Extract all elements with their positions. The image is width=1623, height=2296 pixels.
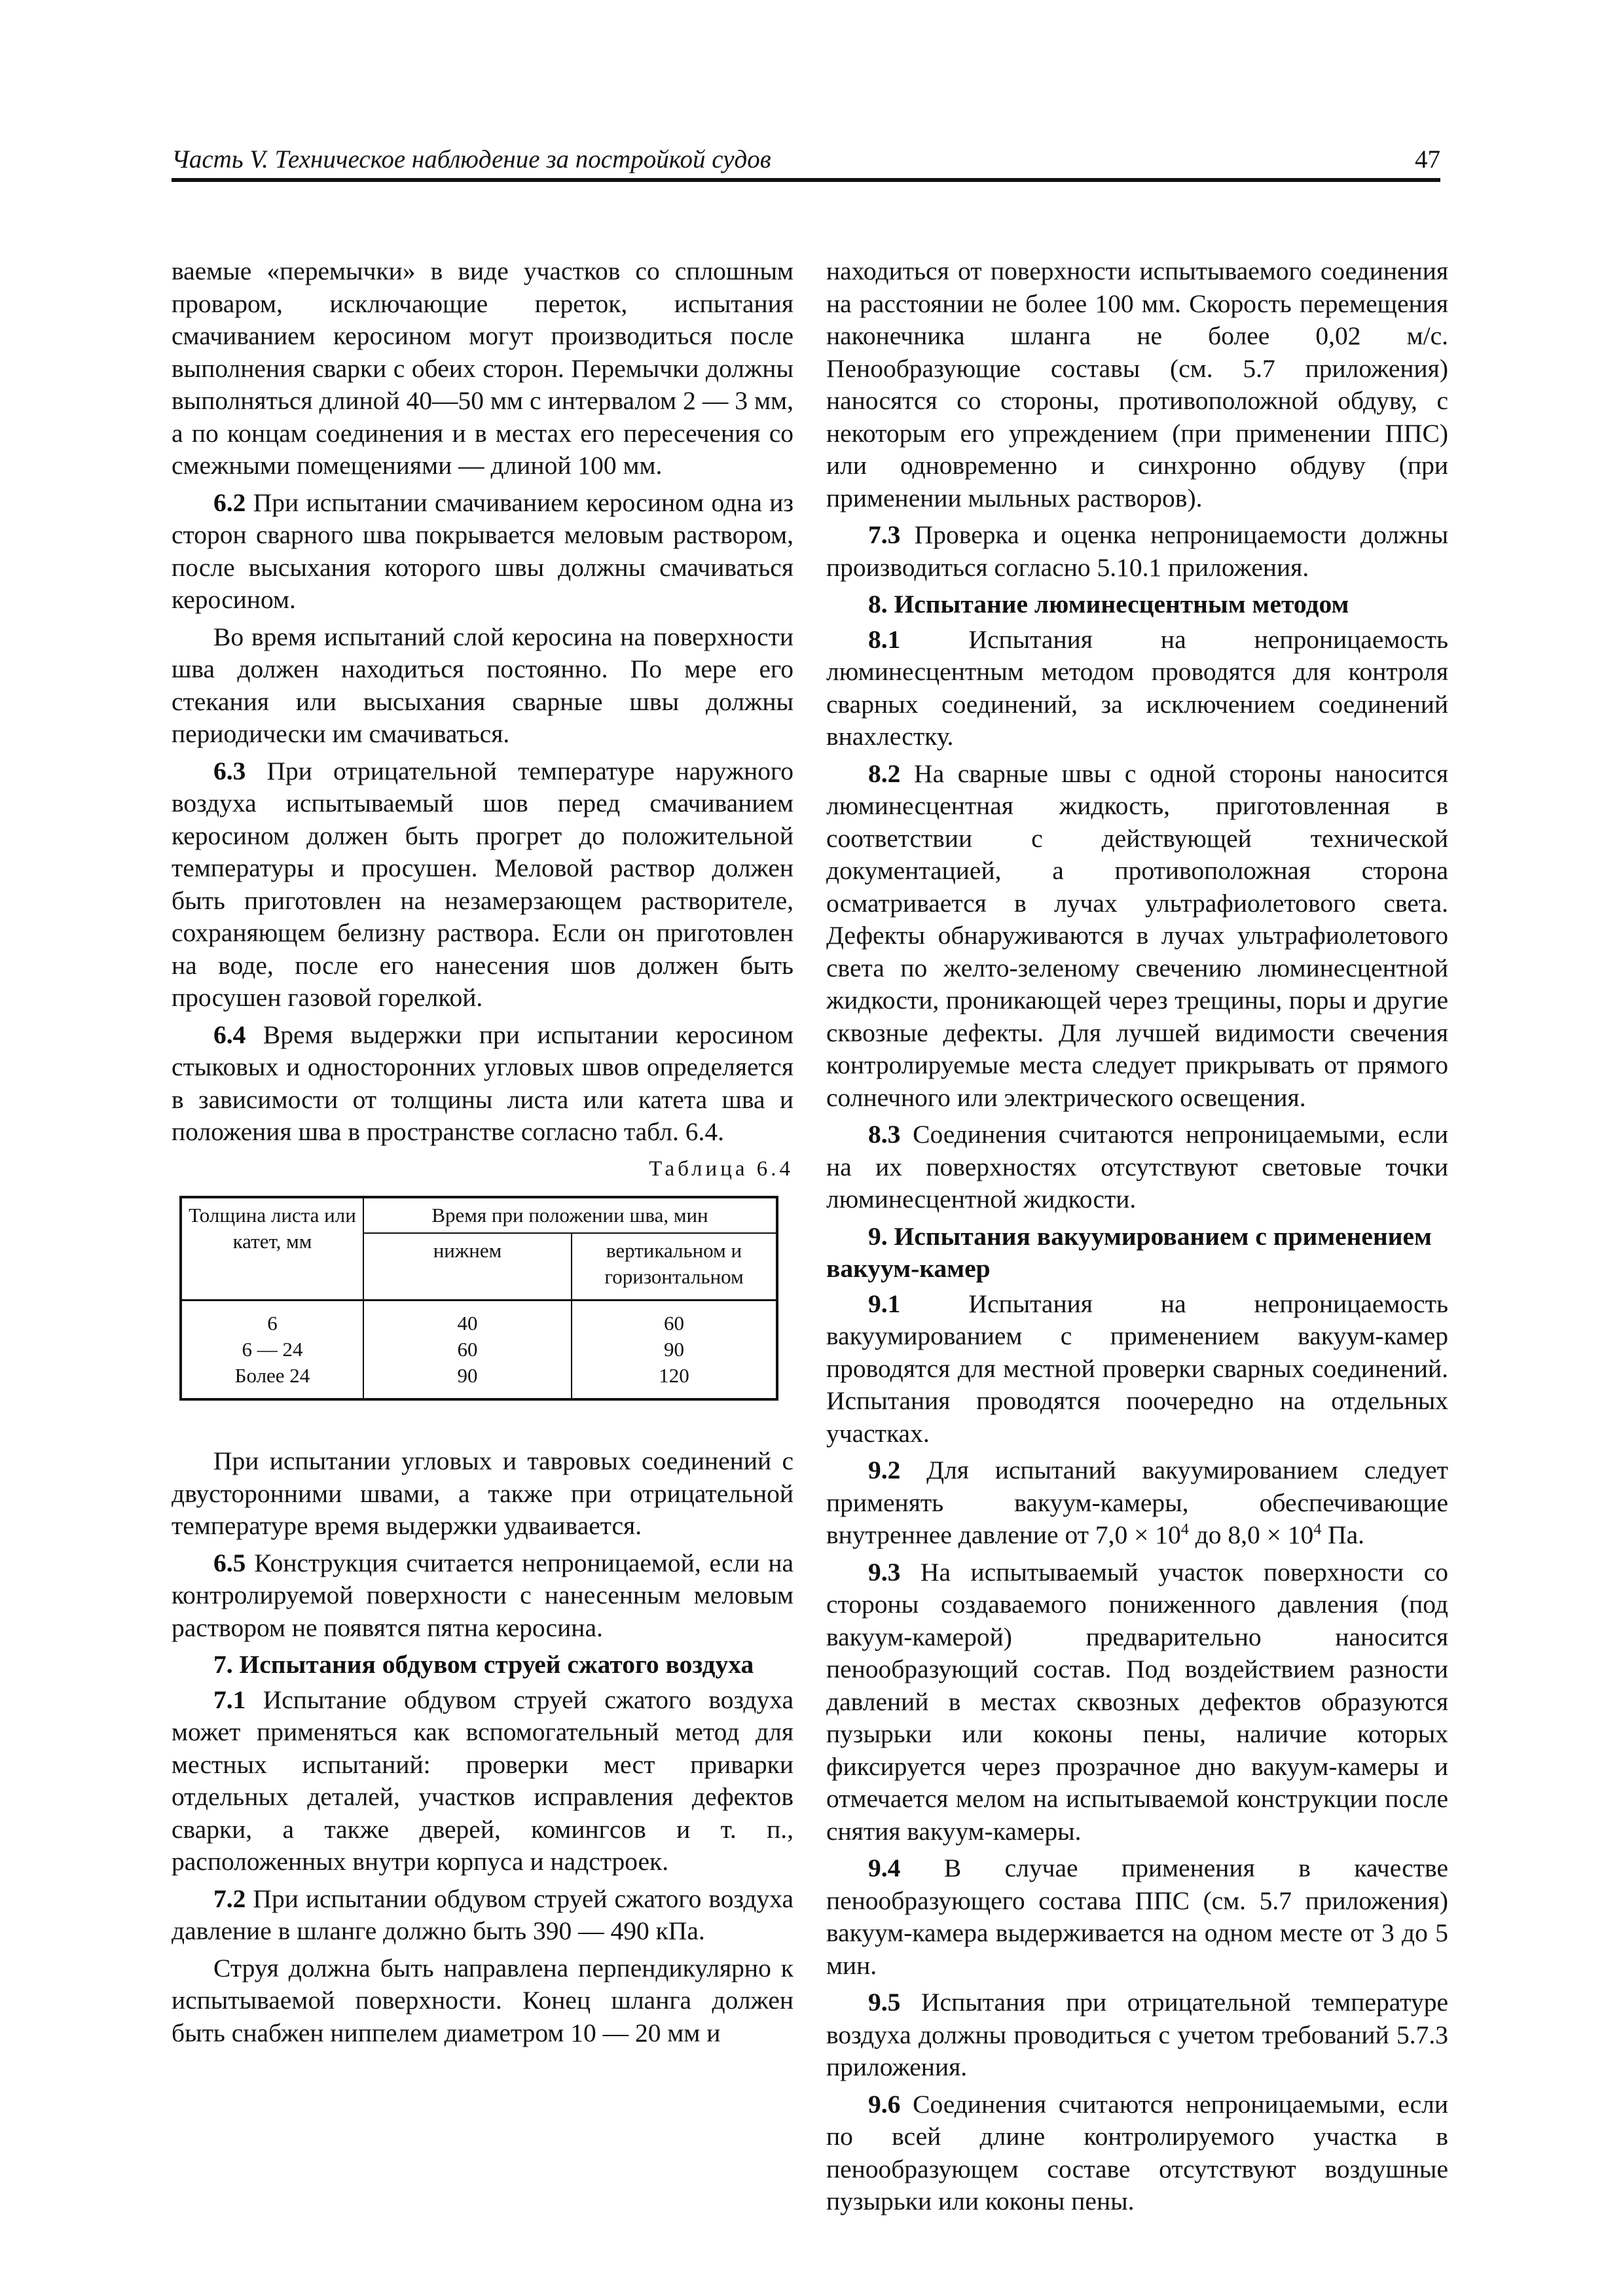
clause-number: 6.3 (213, 756, 246, 785)
clause-text: Испытания на непроницаемость вакуумированием с применением вакуум-камер проводятся для местной проверки сварных соединений. Испытания проводятся поочередно на отдельных участках. (826, 1289, 1448, 1448)
running-header (172, 145, 1440, 182)
clause-8-2 (826, 758, 1448, 1115)
clause-text: Время выдержки при испытании керосином стыковых и односторонних угловых швов определяется в зависимости от толщины листа или катета шва и положения шва в пространстве согласно табл. 6.4. (172, 1020, 793, 1146)
clause-text: При испытании смачиванием керосином одна из сторон сварного шва покрывается меловым раствором, после высыхания которого швы должны смачиваться керосином. (172, 488, 793, 614)
clause-number: 7.2 (213, 1884, 246, 1913)
clause-text: При отрицательной температуре наружного воздуха испытываемый шов перед смачиванием керосином должен быть прогрет до положительной температуры и просушен. Меловой раствор должен быть приготовлен на незамерзающем растворителе, сохраняющем белизну раствора. Если он приготовлен на воде, после его нанесения шов должен быть просушен газовой горелкой. (172, 756, 793, 1012)
clause-6-2 (172, 487, 793, 617)
clause-text: до 8,0 × 10 (1188, 1520, 1314, 1549)
clause-7-1 (172, 1684, 793, 1878)
clause-9-2 (826, 1454, 1448, 1552)
table-header-vertical: вертикальном и горизонтальном (572, 1233, 777, 1300)
clause-text: Соединения считаются непроницаемыми, если на их поверхностях отсутствуют световые точки люминесцентной жидкости. (826, 1120, 1448, 1213)
clause-number: 9.1 (868, 1289, 901, 1318)
clause-7-3 (826, 519, 1448, 584)
clause-6-4 (172, 1019, 793, 1149)
section-heading-9: 9. Испытания вакуумированием с применением вакуум-камер (826, 1221, 1432, 1283)
table-header-bottom: нижнем (363, 1233, 572, 1300)
right-column (826, 255, 1448, 2223)
clause-number: 8.2 (868, 759, 901, 788)
clause-number: 6.4 (213, 1020, 246, 1049)
paragraph-during-tests: Во время испытаний слой керосина на поверхности шва должен находиться постоянно. По мере его стекания или высыхания сварные швы должны периодически им смачиваться. (172, 622, 793, 748)
clause-number: 8.1 (868, 624, 901, 654)
clause-text: На испытываемый участок поверхности со стороны создаваемого пониженного давления (под вакуум-камерой) предварительно наносится пенообразующий состав. Под воздействием разности давлений в местах сквозных дефектов образуются пузырьки или коконы пены, наличие которых фиксируется через прозрачное дно вакуум-камеры и отмечается мелом на испытываемой конструкции после снятия вакуум-камеры. (826, 1557, 1448, 1846)
paragraph-continued: ваемые «перемычки» в виде участков со сплошным проваром, исключающие переток, испытания смачиванием керосином могут производиться после выполнения сварки с обеих сторон. Перемычки должны выполняться длиной 40—50 мм с интервалом 2 — 3 мм, а по концам соединения и в местах его пересечения со смежными помещениями — длиной 100 мм. (172, 257, 793, 480)
clause-number: 7.1 (213, 1685, 246, 1714)
clause-6-5 (172, 1547, 793, 1645)
table-cell-bottom: 40 60 90 (363, 1300, 572, 1400)
table-header-time: Время при положении шва, мин (363, 1197, 777, 1233)
clause-text: Испытание обдувом струей сжатого воздуха может применяться как вспомогательный метод для местных испытаний: проверки мест приварки отдельных деталей, участков исправления дефектов сварки, а также дверей, комингсов и т. п., расположенных внутри корпуса и надстроек. (172, 1685, 793, 1876)
table-row (181, 1300, 777, 1400)
paragraph-continued: находиться от поверхности испытываемого соединения на расстоянии не более 100 мм. Скорость перемещения наконечника шланга не более 0,02 м/с. Пенообразующие составы (см. 5.7 приложения) наносятся со стороны, противоположной обдуву, с некоторым его упреждением (при применении ППС) или одновременно и синхронно обдуву (при применении мыльных растворов). (826, 257, 1448, 512)
clause-9-3 (826, 1556, 1448, 1848)
clause-text: Соединения считаются непроницаемыми, если по всей длине контролируемого участка в пенообразующем составе отсутствуют воздушные пузырьки или коконы пены. (826, 2089, 1448, 2215)
left-column (172, 255, 793, 2054)
clause-6-3 (172, 755, 793, 1014)
clause-9-6 (826, 2089, 1448, 2218)
page-number: 47 (1415, 145, 1440, 173)
clause-8-3 (826, 1119, 1448, 1216)
clause-text: На сварные швы с одной стороны наносится люминесцентная жидкость, приготовленная в соответствии с действующей технической документацией, а противоположная сторона осматривается в лучах ультрафиолетового света. Дефекты обнаруживаются в лучах ультрафиолетового света по желто-зеленому свечению люминесцентной жидкости, проникающей через трещины, поры и другие сквозные дефекты. Для лучшей видимости свечения контролируемые места следует прикрывать от прямого солнечного или электрического освещения. (826, 759, 1448, 1112)
paragraph-after-table: При испытании угловых и тавровых соединений с двусторонними швами, а также при отрицательной температуре время выдержки удваивается. (172, 1446, 793, 1540)
clause-text: Для испытаний вакуумированием следует применять вакуум-камеры, обеспечивающие внутреннее давление от 7,0 × 10 (826, 1456, 1448, 1549)
clause-text: Конструкция считается непроницаемой, если на контролируемой поверхности с нанесенным меловым раствором не появятся пятна керосина. (172, 1548, 793, 1642)
table-header-row (181, 1197, 777, 1233)
clause-9-1 (826, 1288, 1448, 1450)
exponent: 4 (1180, 1520, 1189, 1538)
section-heading-8: 8. Испытание люминесцентным методом (868, 590, 1349, 619)
clause-text: При испытании обдувом струей сжатого воздуха давление в шланге должно быть 390 — 490 кПа. (172, 1884, 793, 1945)
clause-text: В случае применения в качестве пенообразующего состава ППС (см. 5.7 приложения) вакуум-камера выдерживается на одном месте от 3 до 5 мин. (826, 1854, 1448, 1980)
clause-text: Па. (1321, 1520, 1365, 1549)
clause-number: 8.3 (868, 1120, 901, 1149)
table-6-4 (179, 1196, 778, 1401)
clause-text: Испытания при отрицательной температуре воздуха должны проводиться с учетом требований 5.7.3 приложения. (826, 1988, 1448, 2081)
section-heading-7: 7. Испытания обдувом струей сжатого воздуха (213, 1650, 754, 1679)
clause-9-5 (826, 1986, 1448, 2084)
clause-number: 9.5 (868, 1988, 901, 2017)
clause-7-2 (172, 1883, 793, 1948)
exponent: 4 (1313, 1520, 1322, 1538)
clause-number: 9.3 (868, 1557, 901, 1587)
table-caption: Таблица 6.4 (649, 1157, 793, 1181)
clause-number: 7.3 (868, 520, 901, 549)
table-cell-thickness: 6 6 — 24 Более 24 (181, 1300, 363, 1400)
clause-8-1 (826, 624, 1448, 753)
clause-9-4 (826, 1852, 1448, 1982)
clause-number: 9.6 (868, 2089, 901, 2119)
paragraph-jet: Струя должна быть направлена перпендикулярно к испытываемой поверхности. Конец шланга должен быть снабжен ниппелем диаметром 10 — 20 мм и (172, 1953, 793, 2047)
clause-number: 9.2 (868, 1456, 901, 1484)
clause-number: 6.5 (213, 1548, 246, 1577)
clause-text: Испытания на непроницаемость люминесцентным методом проводятся для контроля сварных соединений, за исключением соединений внахлестку. (826, 624, 1448, 751)
clause-text: Проверка и оценка непроницаемости должны производиться согласно 5.10.1 приложения. (826, 520, 1448, 582)
header-title: Часть V. Техническое наблюдение за постройкой судов (172, 145, 771, 173)
clause-number: 9.4 (868, 1854, 901, 1882)
clause-number: 6.2 (213, 488, 246, 517)
table-cell-vertical: 60 90 120 (572, 1300, 777, 1400)
table-header-thickness: Толщина листа или катет, мм (181, 1197, 363, 1300)
